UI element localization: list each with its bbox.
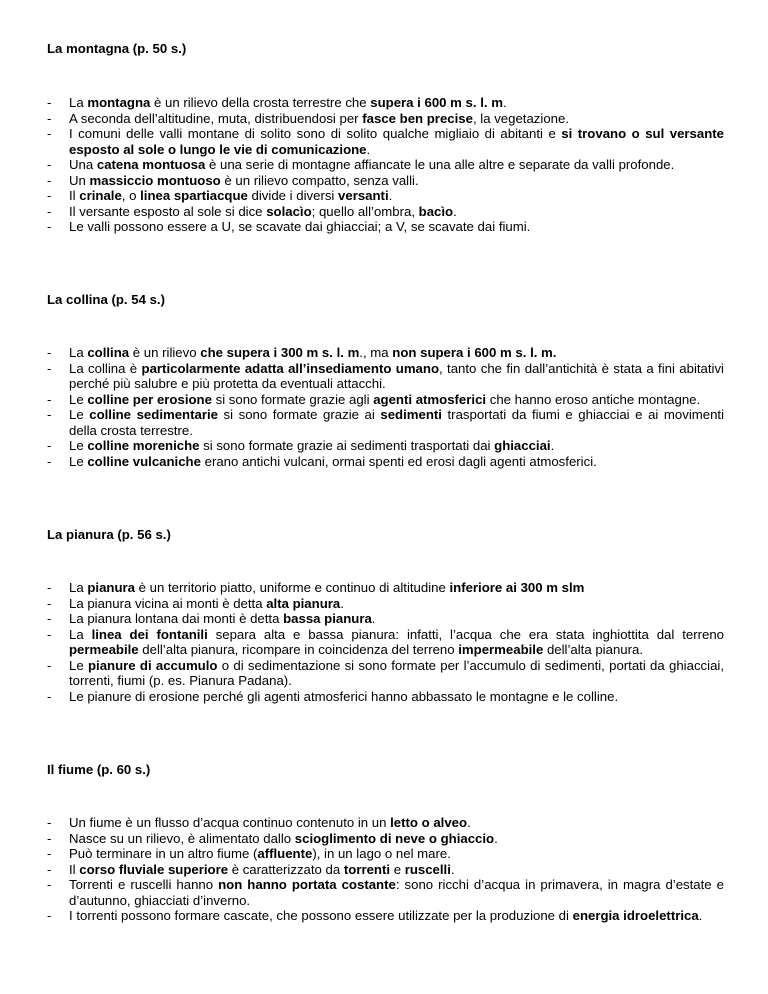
text-run: dell’alta pianura. (543, 642, 644, 657)
list-item (47, 361, 724, 392)
bullet-dash: - (47, 861, 52, 877)
list-item (47, 173, 724, 189)
list-item (47, 689, 724, 705)
text-run: . (502, 95, 507, 110)
text-run: Una (69, 157, 97, 172)
section-heading: La collina (p. 54 s.) (47, 292, 165, 307)
list-item-text (69, 392, 724, 408)
list-item-text (69, 173, 724, 189)
bold-text: non supera i 600 m s. l. m. (392, 345, 557, 360)
text-run: : sono ricchi d’acqua in primavera, in magra d’estate e d’autunno, ghiacciati d’inverno. (69, 877, 724, 908)
bold-text: permeabile (69, 642, 139, 657)
section-pianura (47, 527, 724, 543)
list-item-text (69, 407, 724, 438)
list-item (47, 407, 724, 438)
text-run: trasportati da fiumi e ghiacciai e ai movimenti della crosta terrestre. (69, 407, 724, 438)
bold-text: pianure di accumulo (87, 657, 218, 673)
text-run: Le (69, 438, 88, 453)
bold-text: collina (87, 345, 130, 360)
list-item-text (69, 596, 724, 612)
list-item (47, 908, 724, 924)
bullet-dash: - (47, 407, 52, 422)
list-item-text (69, 454, 724, 470)
text-run: La pianura lontana dai monti è detta (69, 611, 284, 626)
section-heading: La montagna (p. 50 s.) (47, 41, 187, 56)
bold-text: che supera i 300 m s. l. m (200, 345, 360, 360)
bullet-dash: - (47, 438, 52, 453)
list-item (47, 392, 724, 408)
bold-text: colline moreniche (87, 438, 200, 453)
bullet-dash: - (47, 360, 52, 376)
text-run: . (371, 611, 376, 626)
list-item (47, 580, 724, 596)
text-run: ), in un lago o nel mare. (312, 846, 451, 861)
bullet-dash: - (47, 611, 52, 626)
section-heading: Il fiume (p. 60 s.) (47, 762, 151, 777)
bold-text: sedimenti (380, 407, 442, 422)
text-run: . (494, 830, 498, 846)
bullet-dash: - (47, 188, 52, 203)
list-item (47, 204, 724, 220)
bold-text: impermeabile (458, 642, 544, 657)
bullet-dash: - (47, 453, 52, 469)
text-run: , o (121, 188, 141, 203)
list-item (47, 815, 724, 831)
bold-text: solacìo (266, 203, 312, 219)
text-run: e (390, 861, 405, 877)
list-item-text (69, 908, 724, 924)
text-run: . (340, 595, 344, 611)
list-item (47, 658, 724, 689)
bold-text: bassa pianura (283, 611, 372, 626)
text-run: ; quello all’ombra, (311, 203, 419, 219)
text-run: si sono formate grazie agli (211, 391, 374, 407)
text-run: Il (69, 188, 80, 203)
text-run: La (69, 626, 92, 642)
bold-text: massiccio montuoso (89, 172, 221, 188)
bold-text: linea spartiacque (140, 188, 248, 203)
list-item-text (69, 877, 724, 908)
bold-text: fasce ben precise (362, 110, 473, 126)
bullet-dash: - (47, 126, 52, 141)
bold-text: colline per erosione (87, 391, 212, 407)
bold-text: crinale (79, 188, 122, 203)
bullet-dash: - (47, 172, 52, 188)
text-run: , tanto che fin dall’antichità è stata a fini abitativi perché più salubre e più protetta da eventuali attacchi. (69, 360, 724, 391)
bold-text: colline sedimentarie (89, 407, 218, 422)
text-run: . (450, 861, 455, 877)
text-run: o di sedimentazione si sono formate per l’accumulo di sedimenti, portati da ghiacciai, torrenti, fiumi (p. es. Pianura Padana). (69, 657, 724, 688)
text-run: Le (69, 657, 88, 673)
bold-text: corso fluviale superiore (79, 861, 229, 877)
list-item (47, 95, 724, 111)
bold-text: letto o alveo (390, 815, 468, 830)
bold-text: colline vulcaniche (87, 453, 201, 469)
bullet-dash: - (47, 345, 52, 360)
bullet-dash: - (47, 391, 52, 407)
bold-text: versanti (338, 188, 389, 203)
list-item-text (69, 157, 724, 173)
bullet-dash: - (47, 110, 52, 126)
bullet-dash: - (47, 908, 52, 923)
bullet-dash: - (47, 95, 52, 110)
text-run: separa alta e bassa pianura: infatti, l’acqua che era stata inghiottita dal terreno (207, 626, 724, 642)
bullet-dash: - (47, 688, 52, 704)
text-run: . (467, 815, 471, 830)
list-item (47, 627, 724, 658)
bold-text: supera i 600 m s. l. m (370, 95, 503, 110)
bullet-dash: - (47, 203, 52, 219)
bold-text: pianura (87, 580, 135, 595)
section-fiume (47, 762, 724, 778)
text-run: . (550, 438, 555, 453)
text-run: , la vegetazione. (472, 110, 569, 126)
list-item-text (69, 831, 724, 847)
bullet-dash: - (47, 219, 52, 234)
bold-text: alta pianura (266, 595, 341, 611)
list-item (47, 157, 724, 173)
text-run: I comuni delle valli montane di solito sono di solito qualche migliaio di abitanti e (69, 126, 562, 141)
section-heading: La pianura (p. 56 s.) (47, 527, 171, 542)
text-run: Può terminare in un altro fiume ( (69, 846, 258, 861)
list-item (47, 454, 724, 470)
text-run: . (453, 203, 457, 219)
text-run: La pianura vicina ai monti è detta (69, 595, 267, 611)
list-item-text (69, 580, 724, 596)
bold-text: ruscelli (404, 861, 451, 877)
text-run: che hanno eroso antiche montagne. (486, 391, 701, 407)
bold-text: energia idroelettrica (572, 908, 699, 923)
list-item-text (69, 361, 724, 392)
list-item-text (69, 862, 724, 878)
bold-text: catena montuosa (96, 157, 206, 172)
text-run: . (698, 908, 703, 923)
text-run: . (366, 141, 371, 157)
text-run: Le (69, 453, 88, 469)
list-item (47, 596, 724, 612)
text-run: Nasce su un rilievo, è alimentato dallo (69, 830, 295, 846)
list-item-text (69, 815, 724, 831)
text-run: La (69, 95, 88, 110)
text-run: La (69, 345, 88, 360)
text-run: La (69, 580, 88, 595)
bold-text: particolarmente adatta all’insediamento umano (141, 360, 439, 376)
section-montagna (47, 41, 724, 57)
text-run: Le valli possono essere a U, se scavate dai ghiacciai; a V, se scavate dai fiumi. (69, 219, 531, 234)
text-run: Un (69, 172, 90, 188)
text-run: è un rilievo compatto, senza valli. (220, 172, 419, 188)
text-run: A seconda dell’altitudine, muta, distribuendosi per (69, 110, 363, 126)
text-run: è una serie di montagne affiancate le una alle altre e separate da valli profonde. (205, 157, 675, 172)
list-item (47, 111, 724, 127)
text-run: Torrenti e ruscelli hanno (69, 877, 219, 892)
list-item (47, 846, 724, 862)
bullet-list-fiume (47, 815, 724, 924)
text-run: Le pianure di erosione perché gli agenti atmosferici hanno abbassato le montagne e le colline. (69, 688, 619, 704)
list-item-text (69, 689, 724, 705)
list-item (47, 126, 724, 157)
list-item-text (69, 188, 724, 204)
bold-text: torrenti (343, 861, 391, 877)
text-run: si sono formate grazie ai sedimenti trasportati dai (199, 438, 495, 453)
bold-text: montagna (87, 95, 151, 110)
bullet-dash: - (47, 595, 52, 611)
bullet-dash: - (47, 580, 52, 595)
text-run: I torrenti possono formare cascate, che possono essere utilizzate per la produzione di (69, 908, 573, 923)
list-item-text (69, 345, 724, 361)
bullet-dash: - (47, 657, 52, 673)
text-run: Le (69, 391, 88, 407)
list-item-text (69, 438, 724, 454)
text-run: Le (69, 407, 90, 422)
text-run: è un rilievo (129, 345, 201, 360)
text-run: ., ma (359, 345, 393, 360)
list-item (47, 345, 724, 361)
text-run: erano antichi vulcani, ormai spenti ed erosi dagli agenti atmosferici. (200, 453, 597, 469)
text-run: si sono formate grazie ai (217, 407, 381, 422)
bullet-dash: - (47, 846, 52, 861)
bold-text: inferiore ai 300 m slm (449, 580, 585, 595)
list-item (47, 438, 724, 454)
list-item-text (69, 204, 724, 220)
list-item-text (69, 658, 724, 689)
bold-text: agenti atmosferici (373, 391, 487, 407)
list-item-text (69, 611, 724, 627)
text-run: . (388, 188, 393, 203)
list-item-text (69, 111, 724, 127)
bullet-list-montagna (47, 95, 724, 235)
text-run: Il versante esposto al sole si dice (69, 203, 267, 219)
bullet-list-collina (47, 345, 724, 469)
bold-text: scioglimento di neve o ghiaccio (294, 830, 495, 846)
list-item-text (69, 846, 724, 862)
list-item (47, 862, 724, 878)
text-run: è caratterizzato da (228, 861, 344, 877)
bullet-dash: - (47, 830, 52, 846)
text-run: è un rilievo della crosta terrestre che (150, 95, 371, 110)
list-item (47, 219, 724, 235)
bold-text: linea dei fontanili (91, 626, 208, 642)
list-item-text (69, 219, 724, 235)
list-item (47, 611, 724, 627)
text-run: è un territorio piatto, uniforme e continuo di altitudine (134, 580, 450, 595)
list-item-text (69, 627, 724, 658)
bold-text: ghiacciai (494, 438, 551, 453)
list-item-text (69, 95, 724, 111)
bullet-dash: - (47, 877, 52, 892)
bullet-dash: - (47, 157, 52, 172)
bold-text: bacìo (418, 203, 454, 219)
list-item-text (69, 126, 724, 157)
bold-text: si trovano o sul versante esposto al sole o lungo le vie di comunicazione (69, 126, 724, 157)
text-run: Il (69, 861, 80, 877)
text-run: La collina è (69, 360, 142, 376)
text-run: Un fiume è un flusso d’acqua continuo contenuto in un (69, 815, 391, 830)
list-item (47, 188, 724, 204)
bullet-list-pianura (47, 580, 724, 704)
bullet-dash: - (47, 626, 52, 642)
bold-text: affluente (257, 846, 313, 861)
section-collina (47, 292, 724, 308)
text-run: divide i diversi (247, 188, 339, 203)
list-item (47, 831, 724, 847)
bullet-dash: - (47, 815, 52, 830)
text-run: dell’alta pianura, ricompare in coincidenza del terreno (138, 642, 459, 657)
list-item (47, 877, 724, 908)
bold-text: non hanno portata costante (218, 877, 396, 892)
